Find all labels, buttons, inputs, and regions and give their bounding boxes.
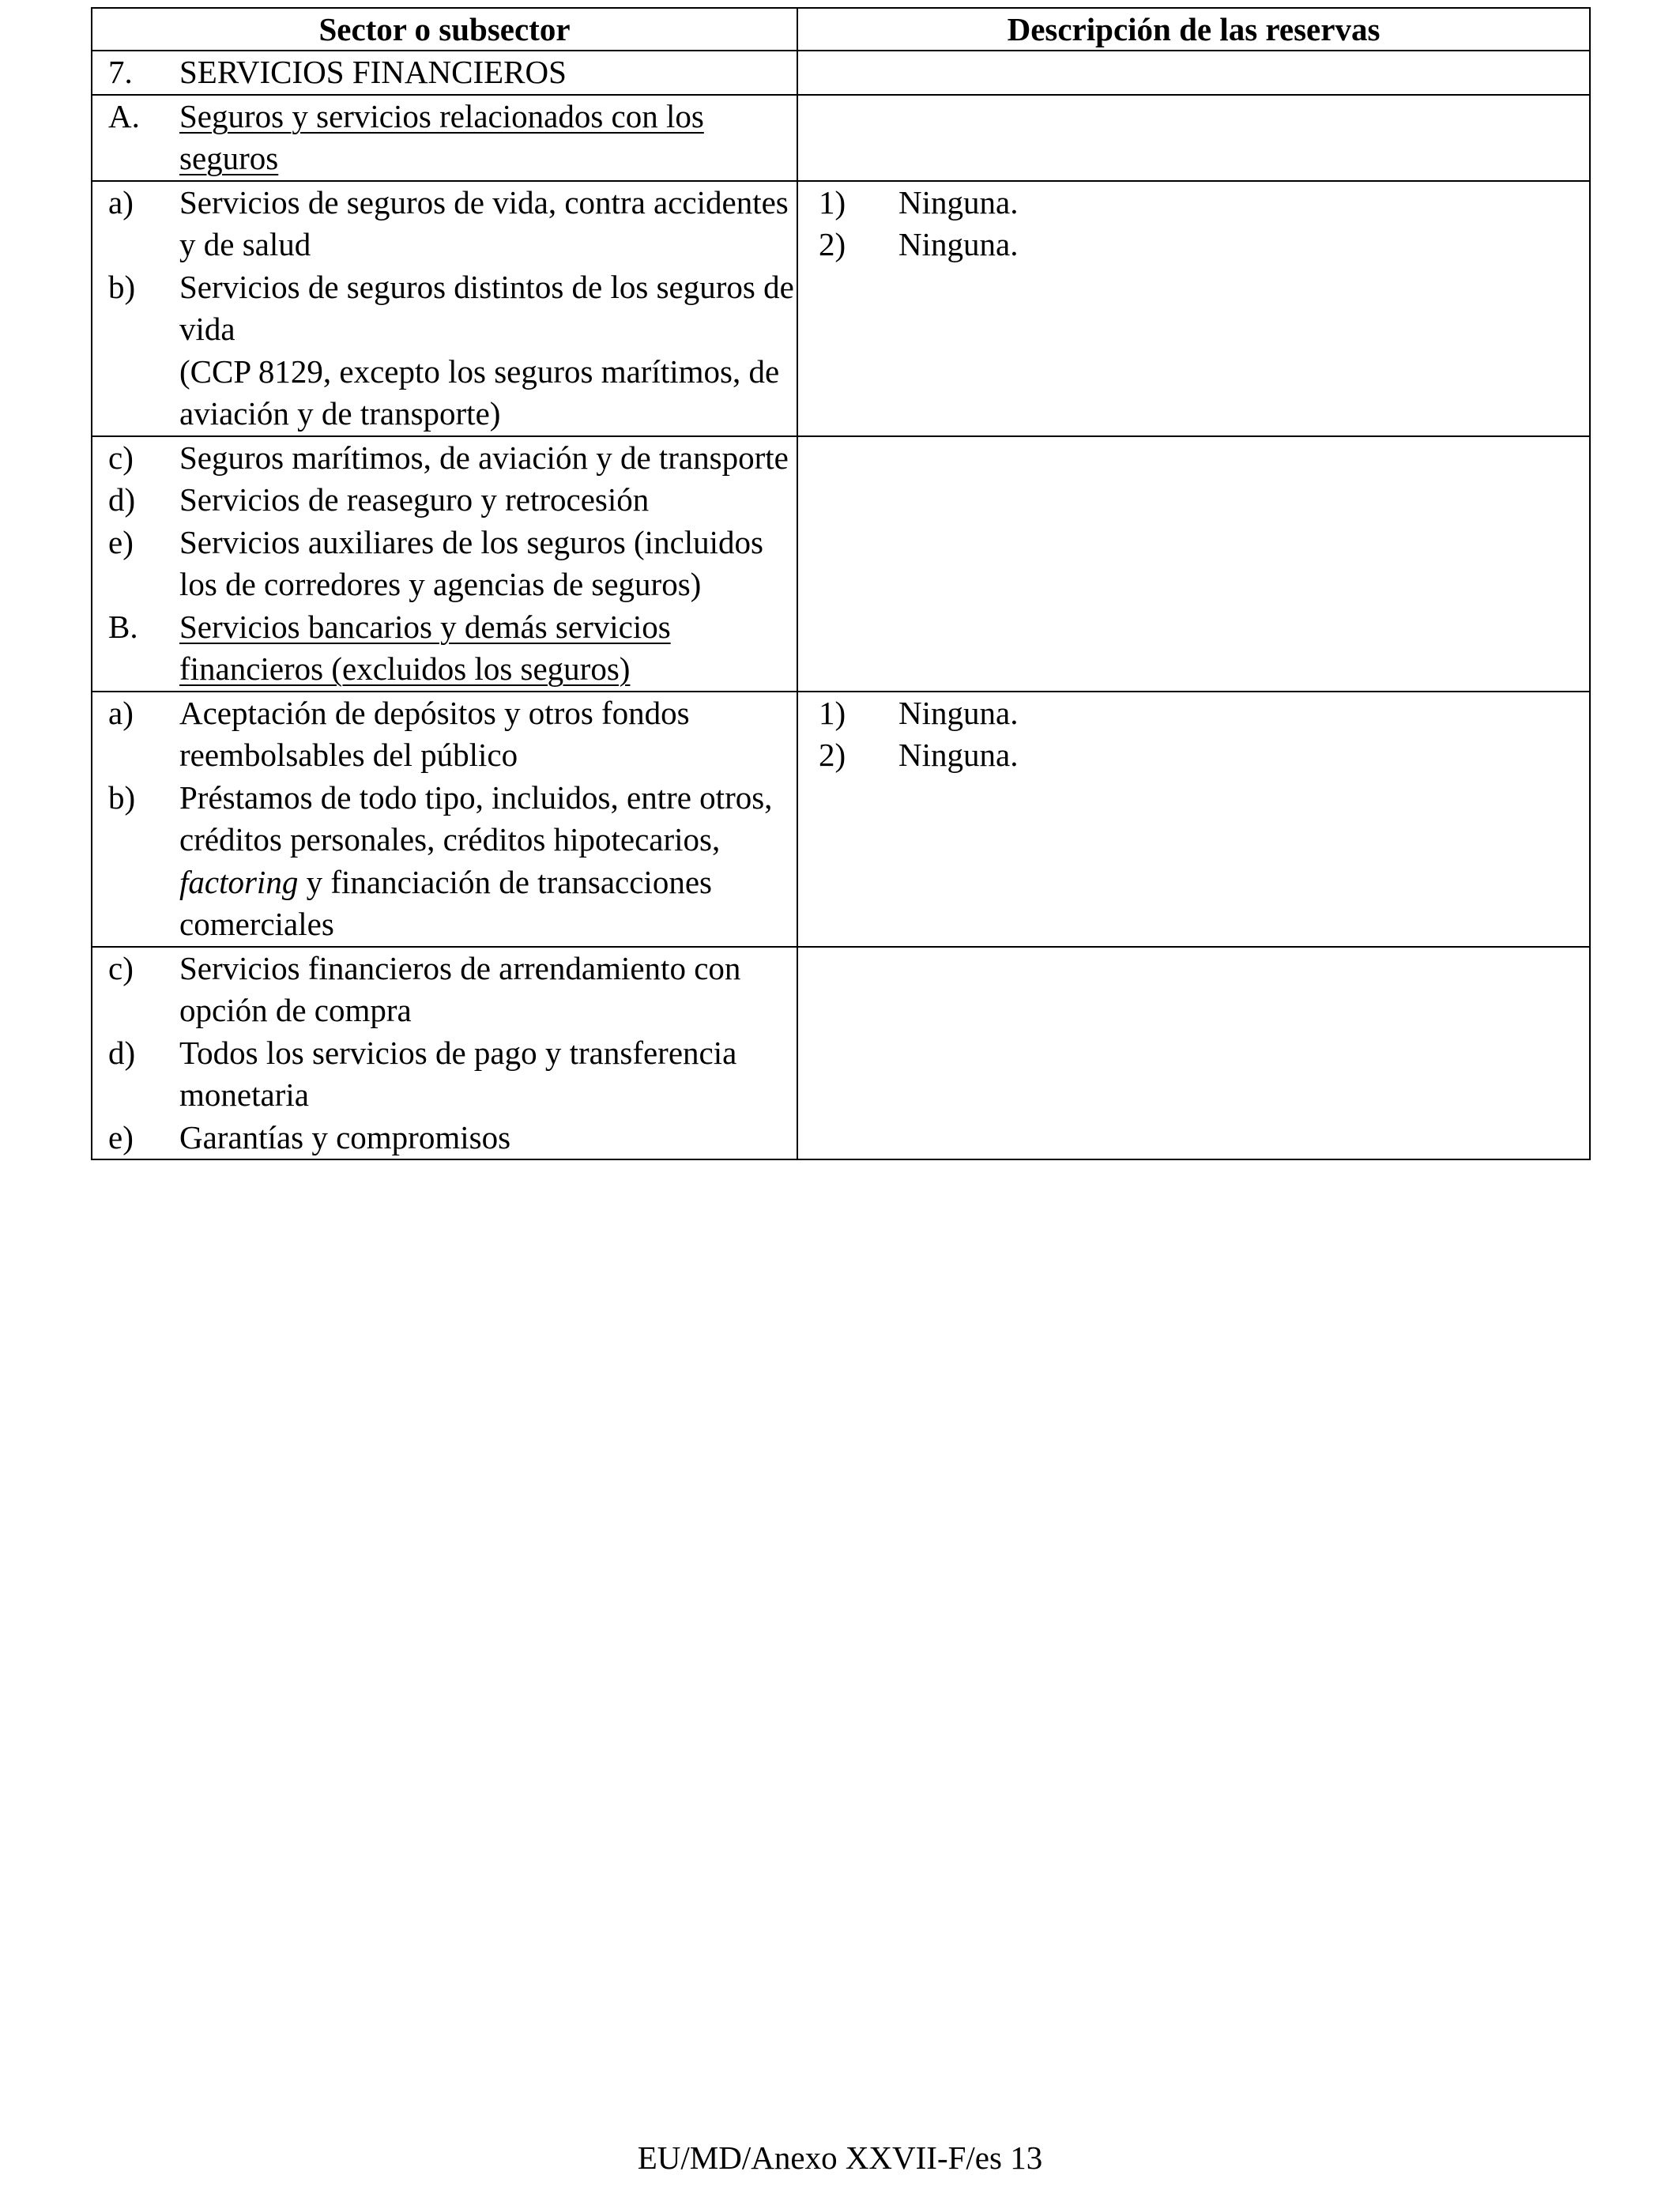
- table-row: [92, 436, 1590, 692]
- banking-heading-text: Servicios bancarios y demás servicios financieros (excluidos los seguros): [179, 608, 671, 687]
- reservation-item: [798, 224, 1589, 266]
- list-item: [92, 777, 797, 946]
- item-text: Seguros marítimos, de aviación y de transporte: [179, 439, 789, 476]
- item-text: Servicios de seguros de vida, contra accidentes y de salud: [179, 183, 789, 262]
- list-item: [92, 1032, 797, 1117]
- item-label: a): [108, 694, 134, 731]
- item-text: Servicios de seguros distintos de los seguros de vida: [179, 268, 794, 347]
- table-row: [92, 95, 1590, 181]
- insurance-heading-label: A.: [108, 97, 140, 134]
- list-item: [92, 266, 797, 351]
- reservation-item: [798, 692, 1589, 735]
- list-item: [92, 351, 797, 435]
- list-item: [92, 948, 797, 1032]
- table-row: [92, 947, 1590, 1160]
- item-label: a): [108, 183, 134, 221]
- item-text-part: Préstamos de todo tipo, incluidos, entre otros, créditos personales, créditos hipotecarios,: [179, 778, 773, 858]
- item-label: c): [108, 439, 134, 476]
- list-item: [92, 692, 797, 777]
- reservation-text: Ninguna.: [898, 183, 1019, 221]
- item-label: b): [108, 778, 136, 816]
- header-sector: Sector o subsector: [92, 8, 797, 51]
- item-text: Servicios auxiliares de los seguros (incluidos los de corredores y agencias de seguros): [179, 523, 764, 602]
- item-text: Servicios de reaseguro y retrocesión: [179, 481, 650, 518]
- header-reservations: Descripción de las reservas: [797, 8, 1590, 51]
- reservation-label: 1): [819, 183, 846, 221]
- list-item: [92, 522, 797, 606]
- item-text: (CCP 8129, excepto los seguros marítimos, de aviación y de transporte): [179, 352, 780, 432]
- reservation-item: [798, 182, 1589, 224]
- list-item: [92, 479, 797, 522]
- banking-heading-label: B.: [108, 608, 138, 645]
- item-label: c): [108, 949, 134, 986]
- item-text: Garantías y compromisos: [179, 1118, 511, 1155]
- sector-name: SERVICIOS FINANCIEROS: [179, 54, 567, 90]
- reservation-label: 2): [819, 737, 846, 773]
- page-footer: EU/MD/Anexo XXVII-F/es 13: [637, 2139, 1043, 2176]
- table-header-row: [92, 8, 1590, 51]
- reservation-label: 1): [819, 694, 846, 731]
- item-text: Todos los servicios de pago y transferencia monetaria: [179, 1034, 737, 1113]
- item-text-italic: factoring: [179, 863, 299, 900]
- table-row: [92, 692, 1590, 947]
- insurance-heading-text: Seguros y servicios relacionados con los seguros: [179, 97, 704, 176]
- insurance-heading: [92, 96, 797, 180]
- item-text-part: y financiación de transacciones comerciales: [179, 863, 712, 942]
- list-item: [92, 182, 797, 266]
- item-text: Aceptación de depósitos y otros fondos reembolsables del público: [179, 694, 690, 773]
- item-label: [92, 351, 179, 435]
- item-text: [179, 777, 797, 946]
- item-label: d): [108, 481, 136, 518]
- table-row: [92, 51, 1590, 95]
- table-row: [92, 181, 1590, 436]
- sector-number: 7.: [108, 54, 133, 90]
- item-label: b): [108, 268, 136, 305]
- item-label: d): [108, 1034, 136, 1071]
- reservation-item: [798, 734, 1589, 777]
- reservation-text: Ninguna.: [898, 226, 1019, 262]
- reservation-text: Ninguna.: [898, 694, 1019, 731]
- reservation-label: 2): [819, 226, 846, 262]
- item-label: e): [108, 523, 134, 560]
- item-label: e): [108, 1118, 134, 1155]
- item-text: Servicios financieros de arrendamiento con opción de compra: [179, 949, 741, 1028]
- list-item: [92, 437, 797, 480]
- reservation-text: Ninguna.: [898, 737, 1019, 773]
- sector-title: [92, 51, 797, 94]
- reservations-table: [91, 7, 1591, 1160]
- list-item: [92, 1117, 797, 1159]
- banking-heading: [92, 606, 797, 691]
